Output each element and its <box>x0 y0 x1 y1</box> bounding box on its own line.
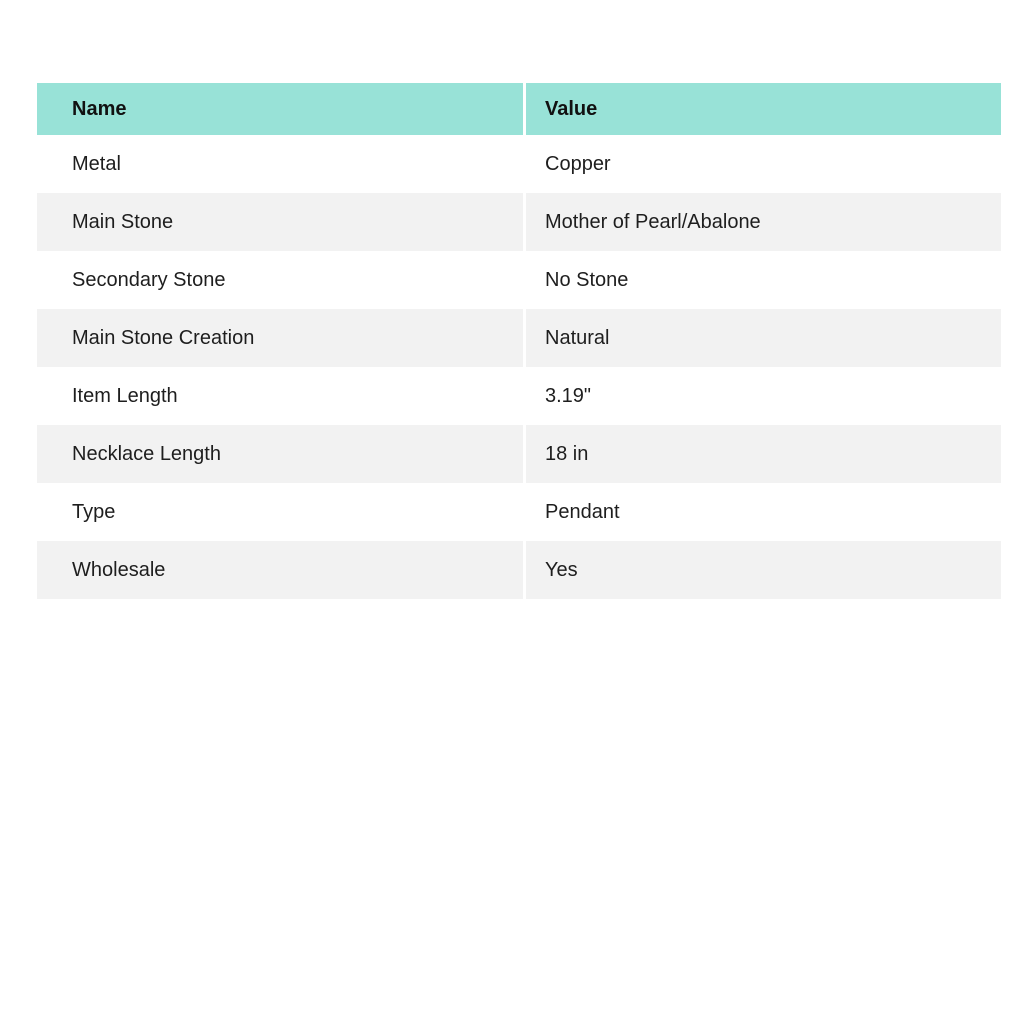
attribute-value: Copper <box>545 152 611 175</box>
attribute-value: Mother of Pearl/Abalone <box>545 210 761 233</box>
table-row-metal <box>37 135 1001 193</box>
product-spec-table <box>37 83 1001 599</box>
attribute-name: Main Stone Creation <box>37 309 526 367</box>
attribute-value: Pendant <box>545 500 620 523</box>
attribute-value: Yes <box>545 558 578 581</box>
attribute-name: Type <box>37 483 526 541</box>
column-header-value: Value <box>545 97 598 120</box>
table-row-type <box>37 483 1001 541</box>
attribute-value: 3.19" <box>545 384 592 407</box>
table-row-wholesale <box>37 541 1001 599</box>
table-row-main-stone-creation <box>37 309 1001 367</box>
attribute-value: Natural <box>545 326 610 349</box>
attribute-name: Metal <box>37 135 526 193</box>
attribute-value: 18 in <box>545 442 589 465</box>
attribute-name: Wholesale <box>37 541 526 599</box>
table-row-main-stone <box>37 193 1001 251</box>
table-row-necklace-length <box>37 425 1001 483</box>
table-row-secondary-stone <box>37 251 1001 309</box>
column-header-name: Name <box>37 83 526 135</box>
attribute-name: Main Stone <box>37 193 526 251</box>
attribute-name: Necklace Length <box>37 425 526 483</box>
table-body <box>37 135 1001 599</box>
table-row-item-length <box>37 367 1001 425</box>
attribute-name: Item Length <box>37 367 526 425</box>
attribute-value: No Stone <box>545 268 629 291</box>
attribute-name: Secondary Stone <box>37 251 526 309</box>
table-header-row <box>37 83 1001 135</box>
